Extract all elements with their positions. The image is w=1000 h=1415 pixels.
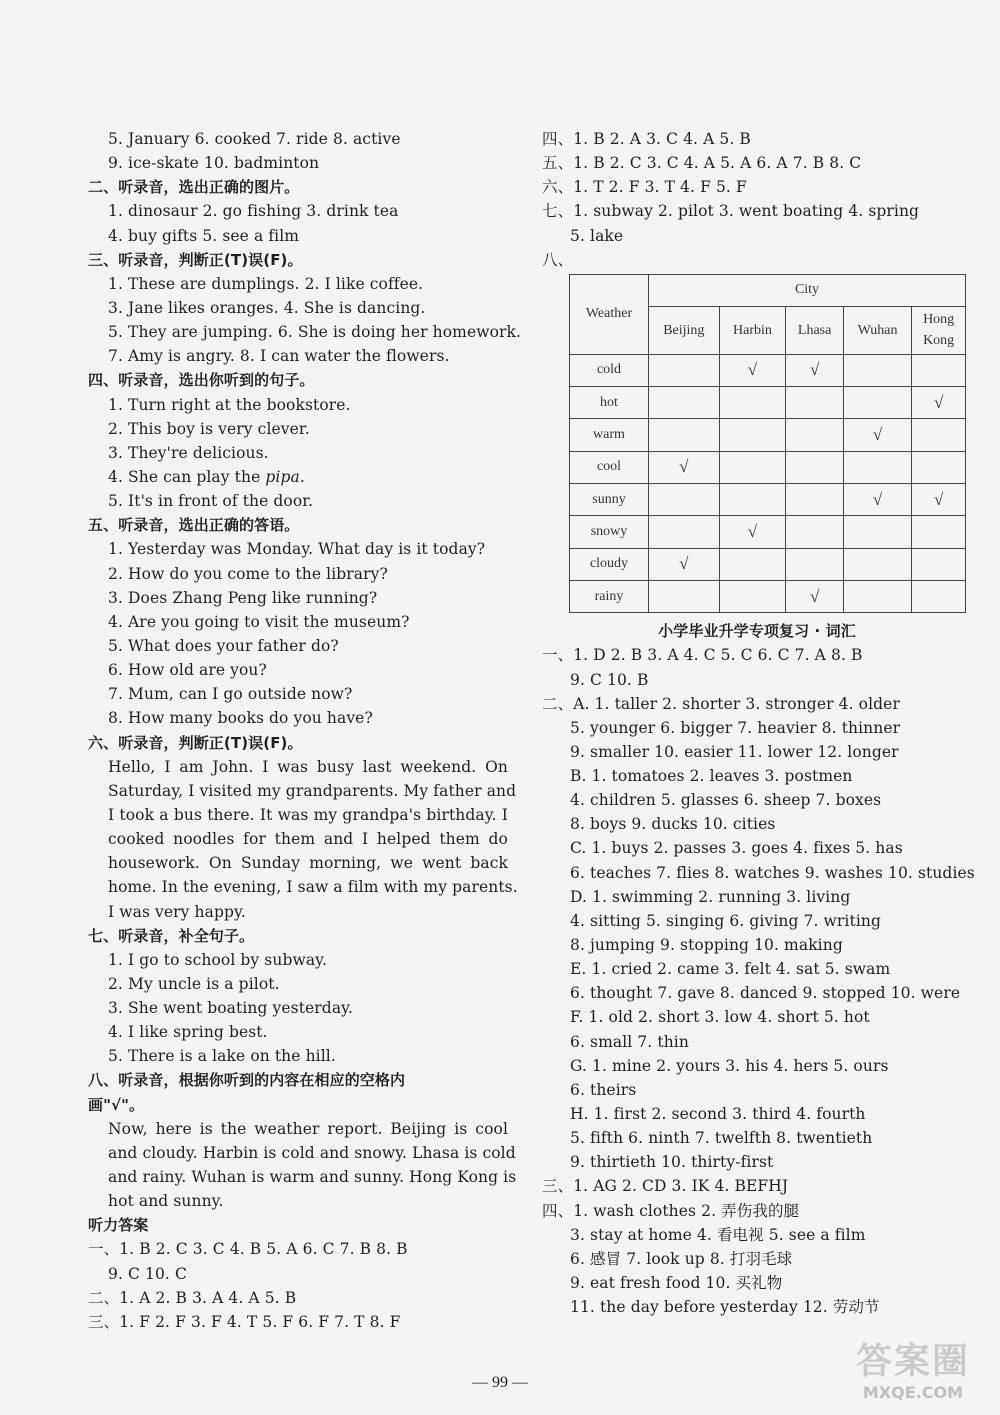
table-row — [570, 451, 966, 483]
answer-line: 八、 — [542, 250, 574, 269]
section-heading: 画"√"。 — [88, 1095, 145, 1114]
answer-line: 7. Amy is angry. 8. I can water the flowers. — [108, 347, 450, 366]
city-header: Beijing — [649, 306, 720, 354]
answer-line: 3. She went boating yesterday. — [108, 999, 353, 1018]
answer-line: 5. lake — [570, 226, 624, 245]
answer-line: 5. It's in front of the door. — [108, 492, 314, 511]
answer-line: 1. I go to school by subway. — [108, 950, 327, 969]
answer-line: 4. sitting 5. singing 6. giving 7. writing — [570, 911, 881, 930]
table-group-header: City — [649, 274, 966, 306]
left-column — [88, 127, 522, 1334]
answer-line: 七、1. subway 2. pilot 3. went boating 4. spring — [542, 202, 920, 221]
answer-line: 6. 感冒 7. look up 8. 打羽毛球 — [570, 1249, 793, 1268]
section-heading: 听力答案 — [88, 1216, 149, 1235]
empty-cell — [786, 451, 844, 483]
answer-line: 四、1. B 2. A 3. C 4. A 5. B — [542, 130, 751, 148]
right-column — [542, 127, 975, 1319]
answer-line: D. 1. swimming 2. running 3. living — [570, 887, 851, 906]
answer-line: B. 1. tomatoes 2. leaves 3. postmen — [570, 767, 853, 786]
empty-cell — [719, 484, 786, 516]
empty-cell — [912, 354, 966, 386]
section-heading: 五、听录音，选出正确的答语。 — [88, 516, 300, 535]
answer-line: 5. younger 6. bigger 7. heavier 8. thinner — [570, 718, 901, 737]
answer-line: 6. teaches 7. flies 8. watches 9. washes 10. studies — [570, 863, 975, 882]
answer-line: 6. small 7. thin — [570, 1032, 689, 1051]
weather-label: cool — [570, 451, 649, 483]
answer-line: 8. boys 9. ducks 10. cities — [570, 815, 776, 834]
empty-cell — [843, 354, 911, 386]
check-mark-cell: √ — [786, 580, 844, 612]
answer-line: 9. C 10. C — [108, 1264, 187, 1283]
answer-line: F. 1. old 2. short 3. low 4. short 5. hot — [570, 1008, 870, 1027]
answer-line: 四、1. wash clothes 2. 弄伤我的腿 — [542, 1201, 800, 1220]
answer-line: 二、1. A 2. B 3. A 4. A 5. B — [88, 1288, 297, 1307]
check-mark-cell: √ — [912, 484, 966, 516]
answer-line: 三、1. AG 2. CD 3. IK 4. BEFHJ — [542, 1177, 789, 1196]
section-heading: 三、听录音，判断正(T)误(F)。 — [88, 250, 303, 269]
answer-line: 一、1. B 2. C 3. C 4. B 5. A 6. C 7. B 8. B — [88, 1240, 408, 1259]
weather-label: rainy — [570, 580, 649, 612]
table-row — [570, 516, 966, 548]
answer-line: Saturday, I visited my grandparents. My father and — [108, 781, 517, 800]
answer-line: 3. Jane likes oranges. 4. She is dancing. — [108, 298, 426, 317]
answer-line: cooked noodles for them and I helped them do — [108, 830, 508, 849]
city-header: Wuhan — [843, 306, 911, 354]
answer-line: 3. Does Zhang Peng like running? — [108, 588, 378, 607]
table-row — [570, 419, 966, 451]
answer-line: housework. On Sunday morning, we went back — [108, 854, 508, 873]
answer-line: and cloudy. Harbin is cold and snowy. Lhasa is cold — [108, 1143, 516, 1162]
check-mark-cell: √ — [719, 354, 786, 386]
answer-line: I was very happy. — [108, 902, 246, 921]
section-title: 小学毕业升学专项复习 · 词汇 — [658, 622, 856, 641]
answer-line: 5. January 6. cooked 7. ride 8. active — [108, 130, 401, 148]
table-row — [570, 387, 966, 419]
vocabulary-answers — [542, 619, 975, 1319]
answer-line: and rainy. Wuhan is warm and sunny. Hong Kong is — [108, 1168, 517, 1187]
italic-word: pipa — [265, 467, 300, 486]
answer-line: 4. buy gifts 5. see a film — [108, 226, 300, 245]
weather-label: sunny — [570, 484, 649, 516]
answer-line: 5. What does your father do? — [108, 636, 339, 655]
answer-line: H. 1. first 2. second 3. third 4. fourth — [570, 1105, 866, 1124]
answer-line: 6. thought 7. gave 8. danced 9. stopped 10. were — [570, 984, 961, 1003]
answer-line: 4. I like spring best. — [108, 1023, 268, 1042]
answer-line: 6. How old are you? — [108, 661, 267, 680]
weather-label: warm — [570, 419, 649, 451]
empty-cell — [649, 484, 720, 516]
section-heading: 八、听录音，根据你听到的内容在相应的空格内 — [88, 1071, 406, 1090]
answer-line: 5. fifth 6. ninth 7. twelfth 8. twentieth — [570, 1129, 873, 1148]
empty-cell — [912, 516, 966, 548]
empty-cell — [719, 419, 786, 451]
answer-line: I took a bus there. It was my grandpa's birthday. I — [108, 805, 508, 824]
empty-cell — [649, 516, 720, 548]
answer-line: 4. children 5. glasses 6. sheep 7. boxes — [570, 791, 882, 810]
check-mark-cell: √ — [649, 548, 720, 580]
weather-table — [569, 274, 966, 613]
answer-line: 9. C 10. B — [570, 670, 649, 689]
answer-line: 9. eat fresh food 10. 买礼物 — [570, 1274, 783, 1293]
answer-line: 4. She can play the pipa. — [108, 467, 305, 486]
table-row — [570, 548, 966, 580]
right-answers-top — [542, 127, 972, 272]
answer-line: 1. Yesterday was Monday. What day is it today? — [108, 540, 486, 559]
section-heading: 二、听录音，选出正确的图片。 — [88, 178, 300, 197]
empty-cell — [912, 548, 966, 580]
weather-label: cold — [570, 354, 649, 386]
answer-line: 8. jumping 9. stopping 10. making — [570, 936, 843, 955]
answer-line: 1. These are dumplings. 2. I like coffee. — [108, 274, 424, 293]
empty-cell — [843, 548, 911, 580]
answer-line: Now, here is the weather report. Beijing is cool — [108, 1119, 508, 1138]
section-heading: 六、听录音，判断正(T)误(F)。 — [88, 733, 303, 752]
weather-label: snowy — [570, 516, 649, 548]
answer-line: home. In the evening, I saw a film with my parents. — [108, 878, 518, 897]
answer-line: 2. This boy is very clever. — [108, 419, 310, 438]
answer-line: 2. How do you come to the library? — [108, 564, 388, 583]
answer-line: 一、1. D 2. B 3. A 4. C 5. C 6. C 7. A 8. B — [542, 646, 863, 665]
answer-line: 9. thirtieth 10. thirty-first — [570, 1153, 774, 1172]
check-mark-cell: √ — [649, 451, 720, 483]
answer-line: 三、1. F 2. F 3. F 4. T 5. F 6. F 7. T 8. F — [88, 1312, 401, 1331]
answer-line: G. 1. mine 2. yours 3. his 4. hers 5. ours — [570, 1056, 889, 1075]
watermark-logo — [838, 1341, 988, 1407]
answer-line: 11. the day before yesterday 12. 劳动节 — [570, 1298, 880, 1317]
answer-line: 7. Mum, can I go outside now? — [108, 685, 353, 704]
weather-label: cloudy — [570, 548, 649, 580]
weather-label: hot — [570, 387, 649, 419]
empty-cell — [649, 419, 720, 451]
answer-line: 4. Are you going to visit the museum? — [108, 612, 410, 631]
city-header: Hong Kong — [912, 306, 966, 354]
empty-cell — [786, 484, 844, 516]
answer-line: 8. How many books do you have? — [108, 709, 373, 728]
answer-line: C. 1. buys 2. passes 3. goes 4. fixes 5. has — [570, 839, 903, 858]
section-heading: 七、听录音，补全句子。 — [88, 926, 255, 945]
empty-cell — [843, 580, 911, 612]
empty-cell — [649, 354, 720, 386]
answer-line: 1. dinosaur 2. go fishing 3. drink tea — [108, 202, 399, 221]
empty-cell — [719, 548, 786, 580]
answer-line: 1. Turn right at the bookstore. — [108, 395, 351, 414]
empty-cell — [786, 419, 844, 451]
empty-cell — [649, 580, 720, 612]
city-header: Lhasa — [786, 306, 844, 354]
empty-cell — [912, 451, 966, 483]
answer-line: 3. stay at home 4. 看电视 5. see a film — [570, 1225, 866, 1244]
empty-cell — [912, 580, 966, 612]
empty-cell — [843, 451, 911, 483]
page-number: — 99 — — [472, 1374, 528, 1391]
table-corner-header: Weather — [570, 274, 649, 354]
empty-cell — [912, 419, 966, 451]
answer-line: 2. My uncle is a pilot. — [108, 974, 280, 993]
answer-line: 六、1. T 2. F 3. T 4. F 5. F — [542, 178, 747, 197]
check-mark-cell: √ — [912, 387, 966, 419]
section-heading: 四、听录音，选出你听到的句子。 — [88, 371, 315, 390]
answer-line: 二、A. 1. taller 2. shorter 3. stronger 4. older — [542, 694, 900, 713]
check-mark-cell: √ — [786, 354, 844, 386]
answer-line: 6. theirs — [570, 1080, 637, 1099]
empty-cell — [786, 516, 844, 548]
check-mark-cell: √ — [719, 516, 786, 548]
empty-cell — [843, 387, 911, 419]
answer-line: Hello, I am John. I was busy last weekend. On — [108, 757, 508, 776]
empty-cell — [719, 387, 786, 419]
empty-cell — [719, 580, 786, 612]
watermark-text: 答案圈 — [855, 1341, 970, 1382]
empty-cell — [786, 387, 844, 419]
answer-line: 5. There is a lake on the hill. — [108, 1047, 336, 1066]
empty-cell — [719, 451, 786, 483]
check-mark-cell: √ — [843, 419, 911, 451]
city-header: Harbin — [719, 306, 786, 354]
empty-cell — [843, 516, 911, 548]
check-mark-cell: √ — [843, 484, 911, 516]
empty-cell — [786, 548, 844, 580]
table-row — [570, 580, 966, 612]
answer-line: 五、1. B 2. C 3. C 4. A 5. A 6. A 7. B 8. C — [542, 154, 862, 173]
table-row — [570, 484, 966, 516]
answer-line: 5. They are jumping. 6. She is doing her homework. — [108, 323, 522, 342]
watermark-url: MXQE.COM — [862, 1383, 964, 1402]
answer-line: 9. smaller 10. easier 11. lower 12. longer — [570, 742, 899, 761]
table-row — [570, 354, 966, 386]
answer-line: 9. ice-skate 10. badminton — [108, 154, 320, 173]
answer-line: E. 1. cried 2. came 3. felt 4. sat 5. swam — [570, 960, 891, 979]
empty-cell — [649, 387, 720, 419]
answer-line: 3. They're delicious. — [108, 443, 269, 462]
answer-line: hot and sunny. — [108, 1192, 224, 1211]
